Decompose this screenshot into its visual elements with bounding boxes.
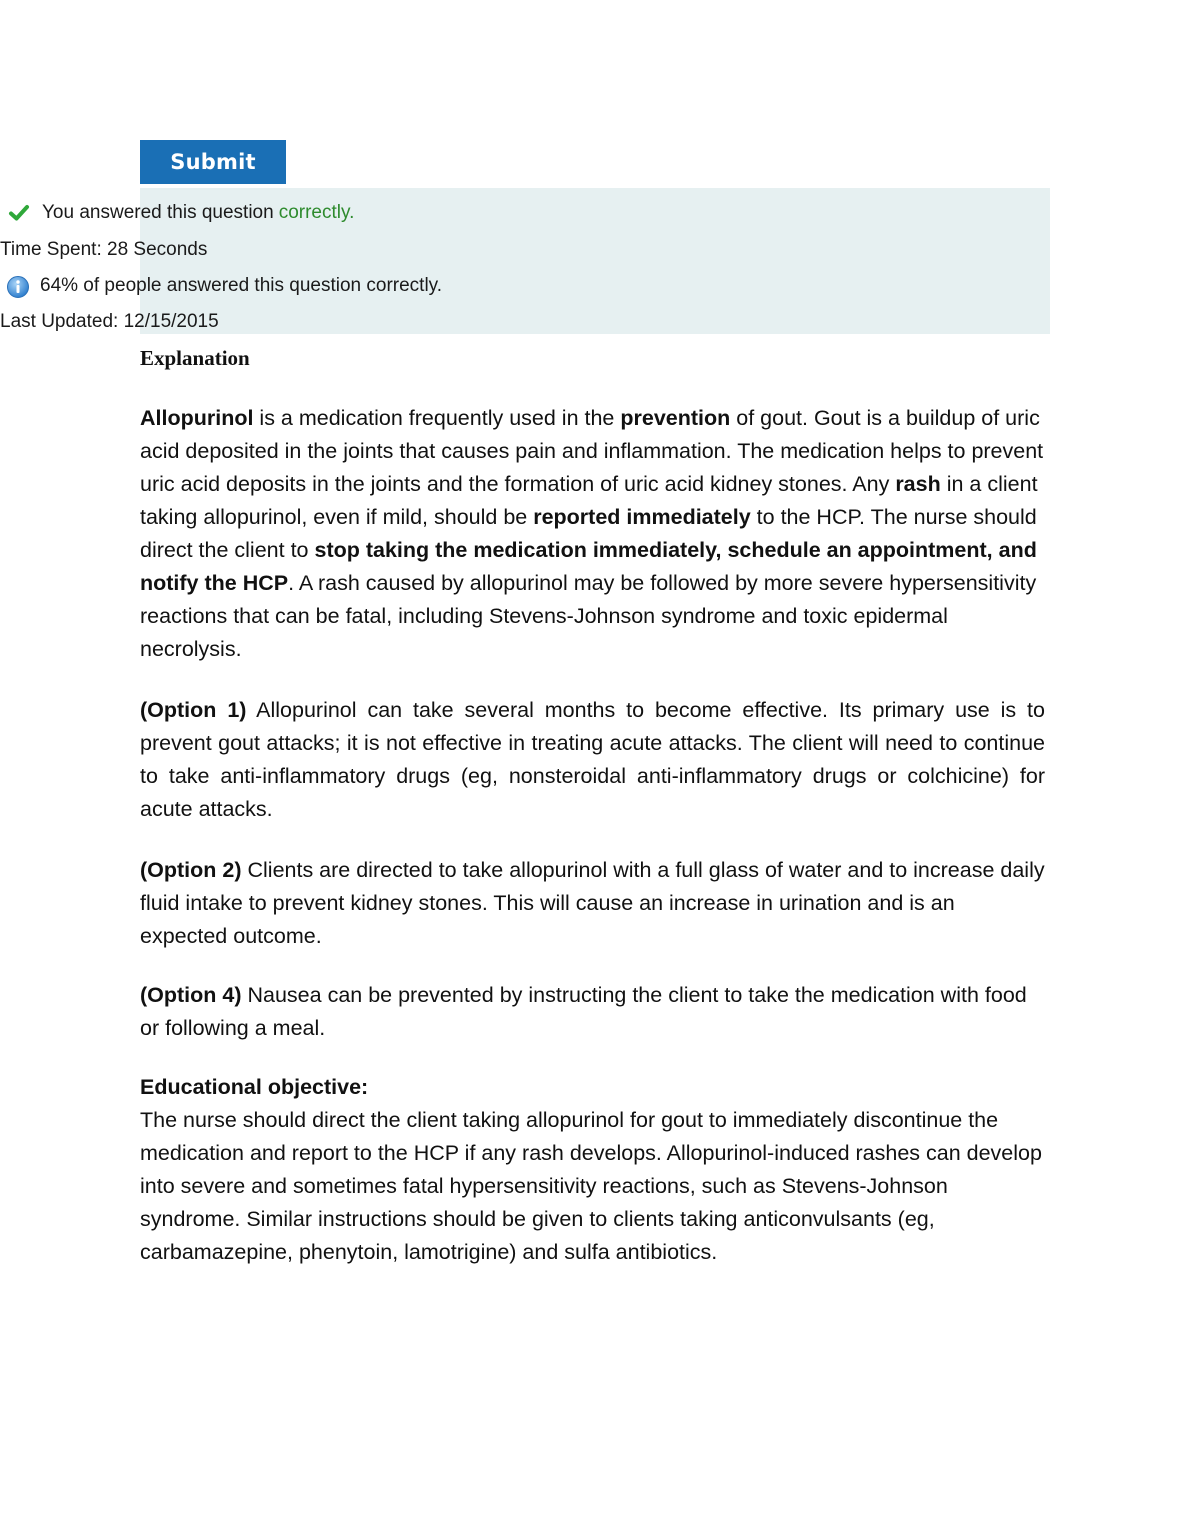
educational-objective-heading: Educational objective: (140, 1075, 369, 1099)
answer-status-correct: correctly. (278, 202, 355, 223)
option-4-paragraph: (Option 4) Nausea can be prevented by instructing the client to take the medication with food or following a meal. (140, 983, 1027, 1040)
time-spent (0, 235, 207, 265)
answer-status-text: You answered this question (42, 202, 274, 223)
explanation-heading: Explanation (140, 346, 250, 370)
submit-button[interactable]: Submit (140, 140, 286, 184)
check-icon (8, 202, 30, 224)
option-1-paragraph: (Option 1) Allopurinol can take several months to become effective. Its primary use is to prevent gout attacks; it is not effective in treating acute attacks. The client will need to continue to take anti-inflammatory drugs (eg, nonsteroidal anti-inflammatory drugs or colchicine) for acute attacks. (140, 698, 1045, 821)
educational-objective-text: The nurse should direct the client taking allopurinol for gout to immediately discontinue the medication and report to the HCP if any rash develops. Allopurinol-induced rashes can develop into severe and sometimes fatal hypersensitivity reactions, such as Stevens-Johnson syndrome. Similar instructions should be given to clients taking anticonvulsants (eg, carbamazepine, phenytoin, lamotrigine) and sulfa antibiotics. (140, 1108, 1042, 1264)
explanation-main-paragraph: Allopurinol is a medication frequently used in the prevention of gout. Gout is a buildup of uric acid deposited in the joints that causes pain and inflammation. The medication helps to prevent uric acid deposits in the joints and the formation of uric acid kidney stones. Any rash in a client taking allopurinol, even if mild, should be reported immediately to the HCP. The nurse should direct the client to stop taking the medication immediately, schedule an appointment, and notify the HCP. A rash caused by allopurinol may be followed by more severe hypersensitivity reactions that can be fatal, including Stevens-Johnson syndrome and toxic epidermal necrolysis. (140, 406, 1044, 661)
percent-correct-row (6, 271, 442, 301)
explanation-body (140, 402, 1045, 1269)
option-2-paragraph: (Option 2) Clients are directed to take allopurinol with a full glass of water and to increase daily fluid intake to prevent kidney stones. This will cause an increase in urination and is an expected outcome. (140, 858, 1045, 948)
last-updated-text: Last Updated: 12/15/2015 (0, 311, 219, 332)
answer-status-row (8, 198, 354, 228)
time-spent-text: Time Spent: 28 Seconds (0, 239, 208, 260)
percent-correct-text: 64% of people answered this question correctly. (40, 275, 443, 296)
info-icon (6, 275, 28, 297)
last-updated (0, 307, 219, 337)
